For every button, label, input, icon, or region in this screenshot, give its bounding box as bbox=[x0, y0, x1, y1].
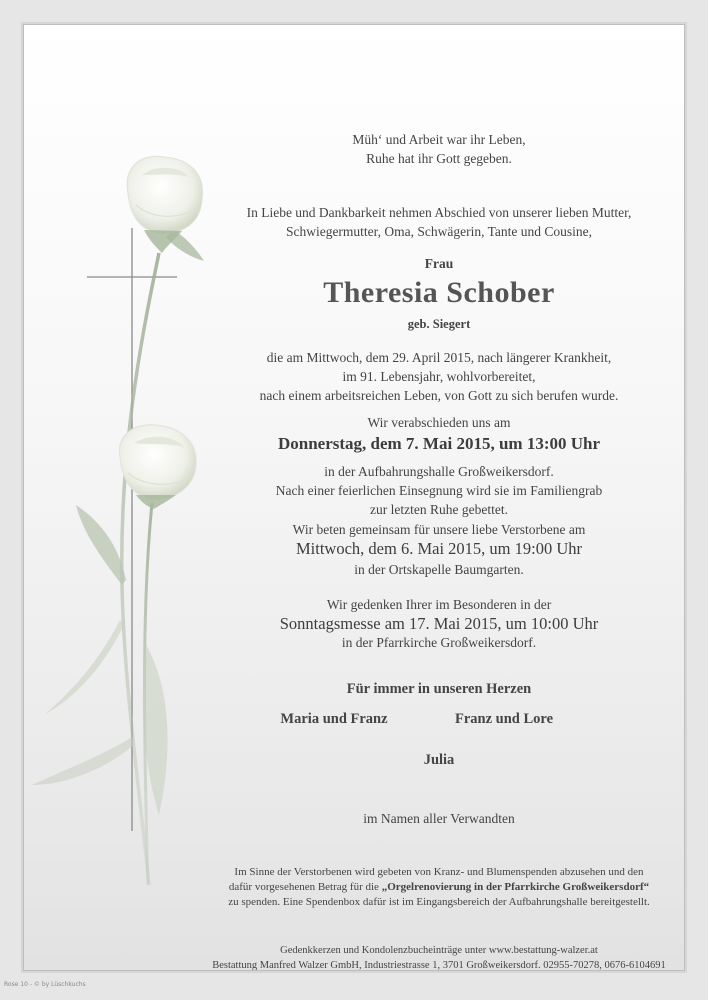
footer-line: Gedenkkerzen und Kondolenzbucheinträge unter www.bestattung-walzer.at bbox=[280, 945, 598, 956]
obituary-card bbox=[21, 22, 687, 973]
family-right: Franz und Lore bbox=[454, 711, 554, 727]
death-text bbox=[179, 348, 685, 405]
funeral-place bbox=[179, 462, 685, 519]
deceased-name: Theresia Schober bbox=[323, 276, 555, 309]
donation-line: Im Sinne der Verstorbenen wird gebeten von Kranz- und Blumenspenden abzusehen und den bbox=[234, 866, 644, 878]
funeral-place-line: Nach einer feierlichen Einsegnung wird sie im Familiengrab bbox=[275, 483, 603, 498]
leaf bbox=[44, 620, 124, 715]
intro bbox=[179, 203, 685, 241]
family-center: Julia bbox=[423, 752, 455, 768]
relatives: im Namen aller Verwandten bbox=[363, 811, 515, 826]
death-text-line: im 91. Lebensjahr, wohlvorbereitet, bbox=[342, 369, 536, 384]
obituary-panel bbox=[23, 24, 685, 971]
motto-line: Ruhe hat ihr Gott gegeben. bbox=[366, 151, 512, 166]
image-credit: Rose 10 - © by Lüschkuchs bbox=[4, 981, 86, 988]
donation-line-prefix: dafür vorgesehenen Betrag für die bbox=[228, 881, 382, 893]
funeral-place-line: in der Aufbahrungshalle Großweikersdorf. bbox=[324, 464, 554, 479]
mass-intro: Wir gedenken Ihrer im Besonderen in der bbox=[326, 597, 552, 612]
leaf bbox=[76, 505, 126, 585]
forever-line: Für immer in unseren Herzen bbox=[346, 681, 532, 697]
birth-name: geb. Siegert bbox=[407, 317, 471, 331]
motto-line: Müh‘ und Arbeit war ihr Leben, bbox=[352, 132, 526, 147]
farewell-intro: Wir verabschieden uns am bbox=[367, 415, 511, 430]
intro-line: Schwiegermutter, Oma, Schwägerin, Tante und Cousine, bbox=[285, 224, 593, 239]
death-text-line: nach einem arbeitsreichen Leben, von Gott zu sich berufen wurde. bbox=[259, 388, 619, 403]
donation-line: zu spenden. Eine Spendenbox dafür ist im Eingangsbereich der Aufbahrungshalle bereitgestellt. bbox=[228, 896, 650, 908]
intro-line: In Liebe und Dankbarkeit nehmen Abschied von unserer lieben Mutter, bbox=[246, 205, 632, 220]
donation-line bbox=[179, 880, 685, 895]
honorific: Frau bbox=[424, 256, 454, 271]
prayer-date: Mittwoch, dem 6. Mai 2015, um 19:00 Uhr bbox=[296, 539, 582, 558]
mass-place: in der Pfarrkirche Großweikersdorf. bbox=[341, 635, 537, 650]
leaf bbox=[32, 737, 134, 785]
footer bbox=[179, 943, 685, 971]
donation-note bbox=[179, 865, 685, 910]
prayer-place: in der Ortskapelle Baumgarten. bbox=[354, 562, 524, 577]
funeral-place-line: zur letzten Ruhe gebettet. bbox=[370, 502, 508, 517]
family-left: Maria und Franz bbox=[280, 711, 388, 727]
motto bbox=[179, 130, 685, 168]
death-text-line: die am Mittwoch, dem 29. April 2015, nach längerer Krankheit, bbox=[266, 350, 612, 365]
footer-line: Bestattung Manfred Walzer GmbH, Industriestrasse 1, 3701 Großweikersdorf. 02955-70278, 0676-6104691 bbox=[212, 960, 666, 971]
mass-date: Sonntagsmesse am 17. Mai 2015, um 10:00 Uhr bbox=[279, 614, 599, 633]
prayer-intro: Wir beten gemeinsam für unsere liebe Verstorbene am bbox=[292, 522, 586, 537]
funeral-date: Donnerstag, dem 7. Mai 2015, um 13:00 Uhr bbox=[277, 434, 601, 453]
donation-purpose: „Orgelrenovierung in der Pfarrkirche Großweikersdorf“ bbox=[381, 881, 650, 893]
